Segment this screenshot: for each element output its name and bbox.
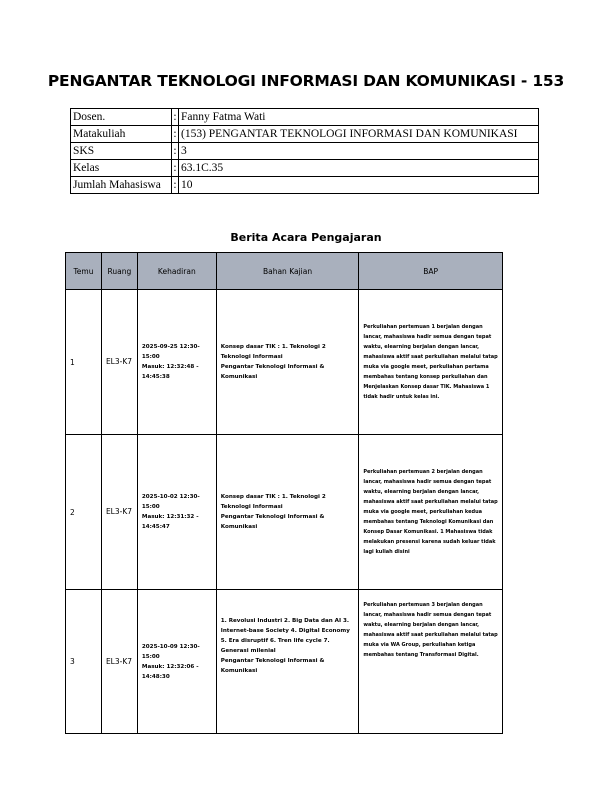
- kehadiran-masuk: Masuk: 12:31:32 - 14:45:47: [141, 514, 199, 530]
- bahan-kajian-course: Pengantar Teknologi Informasi & Komunikasi: [220, 658, 325, 674]
- table-row: [66, 290, 503, 435]
- section-title: Berita Acara Pengajaran: [230, 231, 382, 244]
- info-colon: :: [172, 160, 179, 177]
- page-title: PENGANTAR TEKNOLOGI INFORMASI DAN KOMUNIKASI - 153: [47, 72, 565, 90]
- table-header-row: [66, 253, 503, 290]
- header-temu: Temu: [66, 253, 102, 290]
- info-label: Dosen.: [71, 109, 172, 126]
- temu-cell: 1: [66, 290, 102, 435]
- info-value: 10: [179, 177, 539, 194]
- temu-cell: 3: [66, 590, 102, 734]
- header-kehadiran: Kehadiran: [137, 253, 216, 290]
- kehadiran-date: 2025-09-25 12:30-15:00: [141, 344, 200, 360]
- info-label: Kelas: [71, 160, 172, 177]
- header-ruang: Ruang: [101, 253, 137, 290]
- bahan-kajian-cell: [216, 590, 359, 734]
- bahan-kajian-course: Pengantar Teknologi Informasi & Komunikasi: [220, 514, 325, 530]
- info-colon: :: [172, 177, 179, 194]
- info-label: Jumlah Mahasiswa: [71, 177, 172, 194]
- bap-cell: Perkuliahan pertemuan 1 berjalan dengan lancar, mahasiswa hadir semua dengan tepat waktu, elearning berjalan dengan lancar, mahasiswa aktif saat perkuliahan melalui tatap muka via google meet, perkuliahan pertama membahas tentang konsep perkuliahan dan Menjelaskan Konsep dasar TIK. Mahasiswa 1 tidak hadir untuk kelas ini.: [359, 290, 503, 435]
- info-colon: :: [172, 126, 179, 143]
- kehadiran-cell: [137, 435, 216, 590]
- kehadiran-masuk: Masuk: 12:32:06 - 14:48:30: [141, 663, 199, 680]
- header-bap: BAP: [359, 253, 503, 290]
- bap-cell: Perkuliahan pertemuan 2 berjalan dengan lancar, mahasiswa hadir semua dengan tepat waktu, elearning berjalan dengan lancar, mahasiswa aktif saat perkuliahan melalui tatap muka via google meet, perkuliahan kedua membahas tentang Teknologi Komunikasi dan Konsep Dasar Komunikasi. 1 Mahasiswa tidak melakukan presensi karena sudah keluar tidak lagi kuliah disini: [359, 435, 503, 590]
- info-value: (153) PENGANTAR TEKNOLOGI INFORMASI DAN KOMUNIKASI: [179, 126, 539, 143]
- bahan-kajian-cell: [216, 290, 359, 435]
- table-row: [66, 590, 503, 734]
- info-value: 3: [179, 143, 539, 160]
- info-label: SKS: [71, 143, 172, 160]
- info-row-matakuliah: [71, 126, 539, 143]
- table-row: [66, 435, 503, 590]
- info-label: Matakuliah: [71, 126, 172, 143]
- header-bahan-kajian: Bahan Kajian: [216, 253, 359, 290]
- course-info-table: [70, 108, 539, 194]
- bahan-kajian-cell: [216, 435, 359, 590]
- info-row-kelas: [71, 160, 539, 177]
- teaching-record-table: [65, 252, 503, 734]
- info-row-sks: [71, 143, 539, 160]
- ruang-cell: EL3-K7: [101, 290, 137, 435]
- info-value: 63.1C.35: [179, 160, 539, 177]
- bahan-kajian-topic: Konsep dasar TIK : 1. Teknologi 2 Teknologi Informasi: [220, 344, 326, 360]
- info-value: Fanny Fatma Wati: [179, 109, 539, 126]
- info-row-dosen: [71, 109, 539, 126]
- bahan-kajian-course: Pengantar Teknologi Informasi & Komunikasi: [220, 364, 325, 380]
- ruang-cell: EL3-K7: [101, 435, 137, 590]
- kehadiran-cell: [137, 290, 216, 435]
- info-colon: :: [172, 109, 179, 126]
- ruang-cell: EL3-K7: [101, 590, 137, 734]
- kehadiran-cell: [137, 590, 216, 734]
- kehadiran-date: 2025-10-09 12:30-15:00: [141, 643, 200, 660]
- bahan-kajian-topic: Konsep dasar TIK : 1. Teknologi 2 Teknologi Informasi: [220, 494, 326, 510]
- kehadiran-masuk: Masuk: 12:32:48 - 14:45:38: [141, 364, 199, 380]
- info-row-jumlah-mahasiswa: [71, 177, 539, 194]
- temu-cell: 2: [66, 435, 102, 590]
- info-colon: :: [172, 143, 179, 160]
- kehadiran-date: 2025-10-02 12:30-15:00: [141, 494, 200, 510]
- bap-cell: Perkuliahan pertemuan 3 berjalan dengan lancar, mahasiswa hadir semua dengan tepat waktu, elearning berjalan dengan lancar, mahasiswa aktif saat perkuliahan melalui tatap muka via WA Group, perkuliahan ketiga membahas tentang Transformasi Digital.: [359, 590, 503, 734]
- bahan-kajian-topic: 1. Revolusi Industri 2. Big Data dan AI 3. Internet-base Society 4. Digital Economy 5. Era disruptif 6. Tren life cycle 7. Generasi milenial: [220, 618, 350, 654]
